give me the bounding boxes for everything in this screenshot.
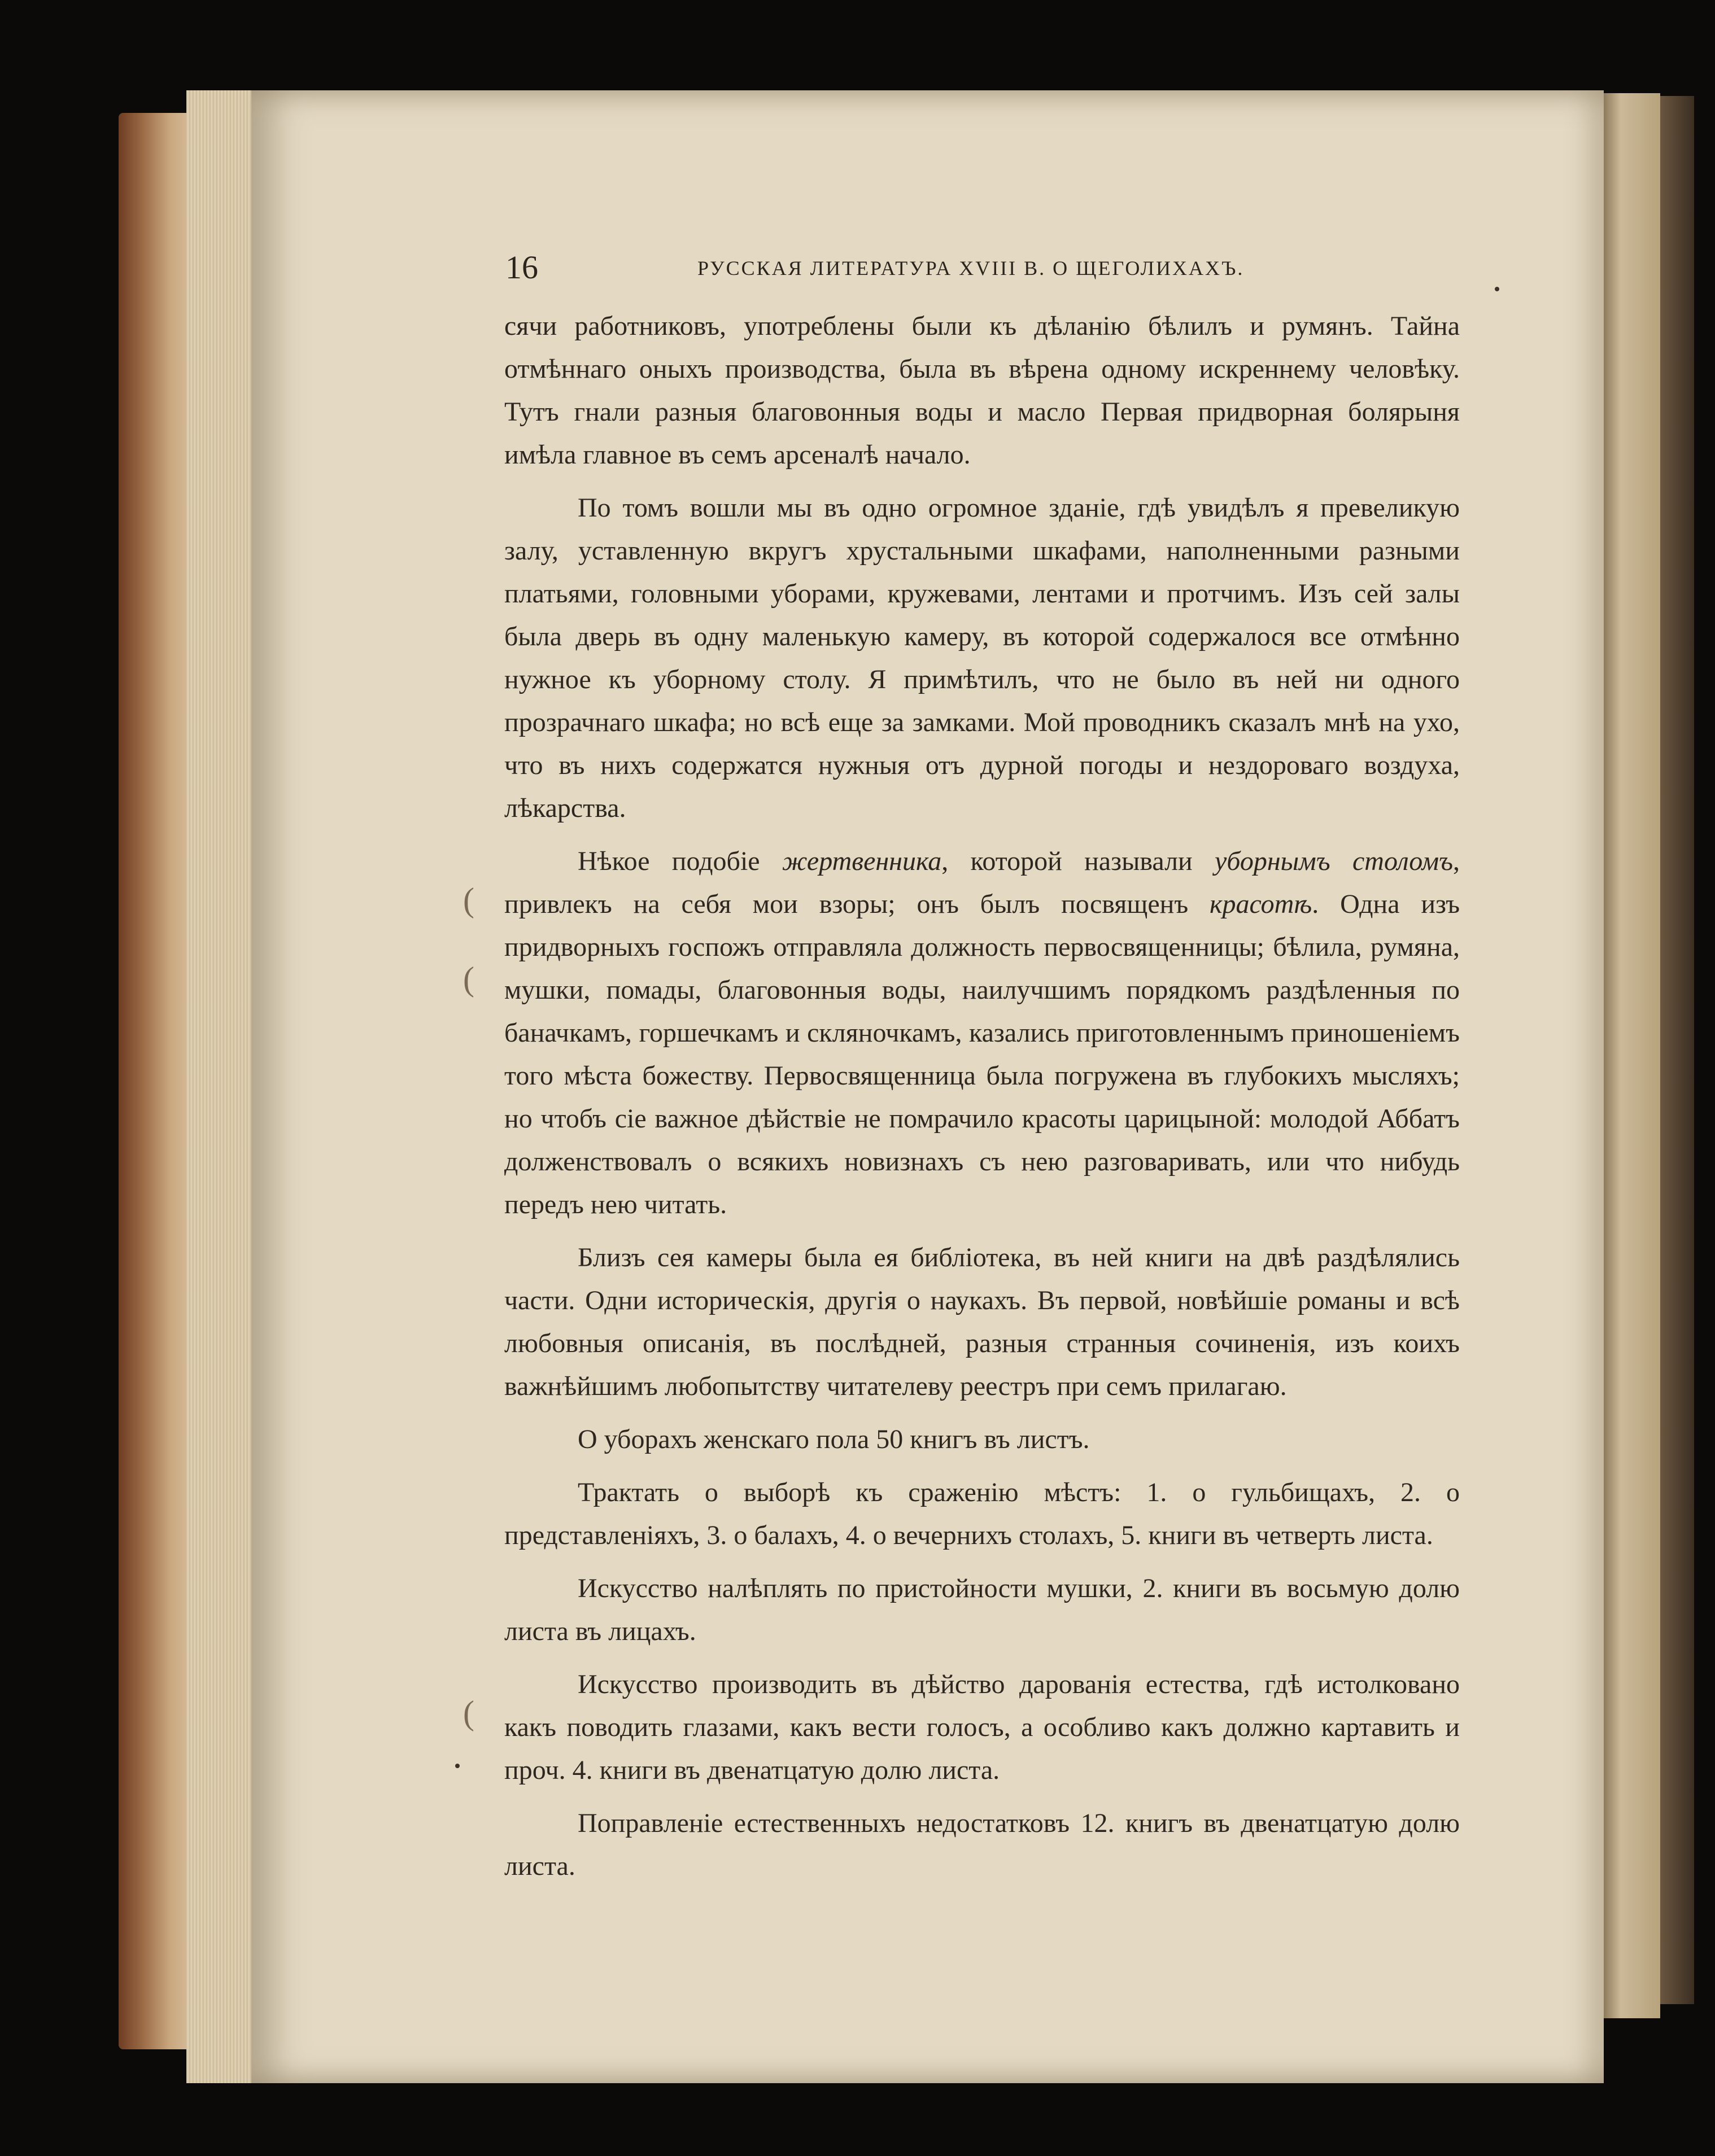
paragraph xyxy=(504,1663,1460,1792)
paragraph-text: О уборахъ женскаго пола 50 книгъ въ листъ. xyxy=(578,1424,1090,1454)
paragraph-text: Близъ сея камеры была ея библіотека, въ ней книги на двѣ раздѣлялись части. Одни историческія, другія о наукахъ. Въ первой, новѣйшіе романы и всѣ любовныя описанія, въ послѣдней, разныя странныя сочиненія, изъ коихъ важнѣйшимъ любопытству читателеву реестръ при семъ прилагаю. xyxy=(504,1243,1460,1401)
paragraph xyxy=(504,1418,1460,1461)
speck xyxy=(455,1764,460,1768)
paragraph-text: , привлекъ на себя мои взоры; онъ былъ посвященъ xyxy=(504,846,1460,919)
paragraph xyxy=(504,1567,1460,1653)
margin-pencil-mark: ( xyxy=(463,881,474,919)
speck xyxy=(1495,287,1499,291)
paragraph xyxy=(504,1236,1460,1408)
page-number: 16 xyxy=(505,249,538,286)
paragraph-text: Искусство производить въ дѣйство дарованія естества, гдѣ истолковано какъ поводить глазами, какъ вести голосъ, а особливо какъ должно картавить и проч. 4. книги въ двенатцатую долю листа. xyxy=(504,1669,1460,1785)
book-edge-left xyxy=(119,113,198,2049)
margin-pencil-mark: ( xyxy=(463,960,474,998)
paragraph xyxy=(504,305,1460,476)
paragraph-text: По томъ вошли мы въ одно огромное зданіе, гдѣ увидѣлъ я превеликую залу, уставленную вкругъ хрустальными шкафами, наполненными разными платьями, головными уборами, кружевами, лентами и протчимъ. Изъ сей залы была дверь въ одну маленькую камеру, въ которой содержалося все отмѣнно нужное къ уборному столу. Я примѣтилъ, что не было въ ней ни одного прозрачнаго шкафа; но всѣ еще за замками. Мой проводникъ сказалъ мнѣ на ухо, что въ нихъ содержатся нужныя отъ дурной погоды и нездороваго воздуха, лѣкарства. xyxy=(504,493,1460,823)
paragraph-text: Поправленіе естественныхъ недостатковъ 12. книгъ въ двенатцатую долю листа. xyxy=(504,1808,1460,1881)
italic-text: жертвенника xyxy=(782,846,942,876)
body-text xyxy=(504,305,1460,1898)
book-edge-right xyxy=(1660,96,1694,2004)
paragraph xyxy=(504,1802,1460,1888)
paragraph xyxy=(504,1471,1460,1557)
italic-text: уборнымъ столомъ xyxy=(1215,846,1453,876)
paragraph-text: Трактать о выборѣ къ сраженію мѣстъ: 1. о гульбищахъ, 2. о представленіяхъ, 3. о балахъ, 4. о вечернихъ столахъ, 5. книги въ четверть листа. xyxy=(504,1477,1460,1550)
paragraph-text: Искусство налѣплять по пристойности мушки, 2. книги въ восьмую долю листа въ лицахъ. xyxy=(504,1573,1460,1646)
running-head: РУССКАЯ ЛИТЕРАТУРА XVIII В. О ЩЕГОЛИХАХЪ. xyxy=(697,257,1245,279)
paragraph xyxy=(504,487,1460,830)
paragraph-text: сячи работниковъ, употреблены были къ дѣланію бѣлилъ и румянъ. Тайна отмѣннаго оныхъ производства, была въ вѣрена одному искреннему человѣку. Тутъ гнали разныя благовонныя воды и масло Первая придворная болярыня имѣла главное въ семъ арсеналѣ начало. xyxy=(504,311,1460,470)
page-header xyxy=(505,248,1465,288)
paragraph-text: , которой называли xyxy=(941,846,1215,876)
facing-page-edge xyxy=(1604,93,1660,2018)
italic-text: красотѣ xyxy=(1210,889,1312,919)
paragraph-text: Нѣкое подобіе xyxy=(578,846,782,876)
paragraph xyxy=(504,840,1460,1226)
paragraph-text: . Одна изъ придворныхъ госпожъ отправляла должность первосвященницы; бѣлила, румяна, мушки, помады, благовонныя воды, наилучшимъ порядкомъ раздѣленныя по баначкамъ, горшечкамъ и скляночкамъ, казались приготовленнымъ приношеніемъ того мѣста божеству. Первосвященница была погружена въ глубокихъ мысляхъ; но чтобъ сіе важное дѣйствіе не помрачило красоты царицыной: молодой Аббатъ долженствовалъ о всякихъ новизнахъ съ нею разговаривать, или что нибудь передъ нею читать. xyxy=(504,889,1460,1219)
margin-pencil-mark: ( xyxy=(463,1694,474,1731)
